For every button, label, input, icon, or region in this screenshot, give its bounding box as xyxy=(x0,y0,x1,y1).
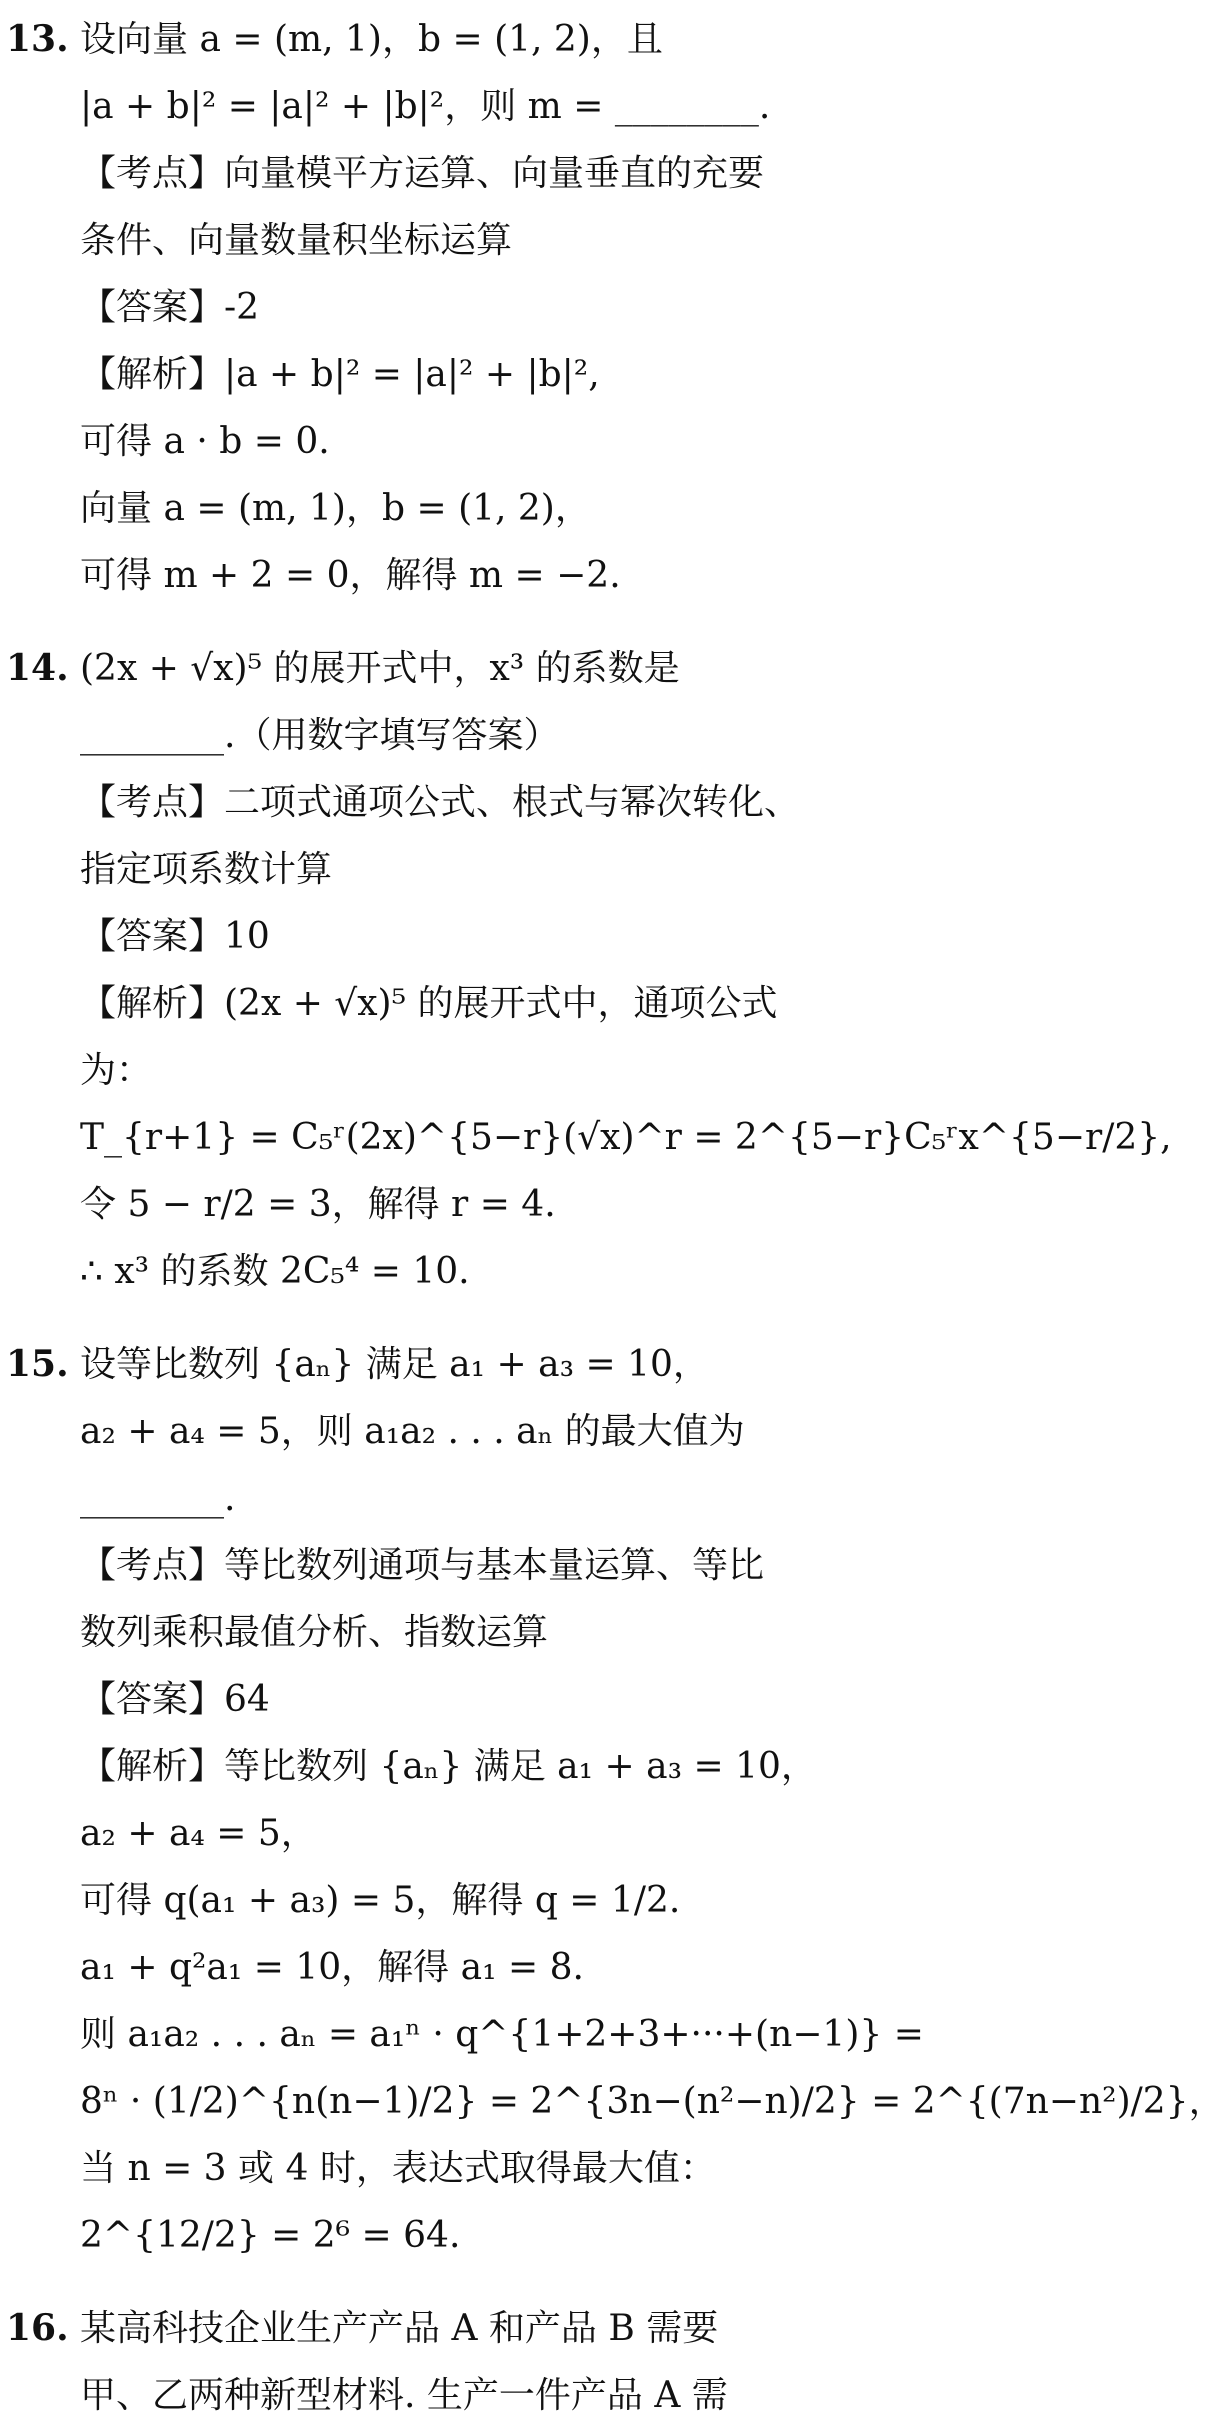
solution-line: 向量 a = (m, 1)，b = (1, 2)， xyxy=(80,488,591,529)
solution-line: a₁ + q²a₁ = 10，解得 a₁ = 8. xyxy=(80,1947,584,1988)
exam-point: 条件、向量数量积坐标运算 xyxy=(80,220,513,261)
solution-line: 【解析】|a + b|² = |a|² + |b|², xyxy=(80,354,600,395)
solution-line: 令 5 − r/2 = 3，解得 r = 4. xyxy=(80,1184,556,1225)
problem-13 xyxy=(0,6,881,609)
problem-number: 14. xyxy=(6,647,69,689)
solution-line: 【解析】等比数列 {aₙ} 满足 a₁ + a₃ = 10， xyxy=(80,1746,817,1787)
answer: 【答案】64 xyxy=(80,1679,270,1720)
solution-line: T_{r+1} = C₅ʳ(2x)^{5−r}(√x)^r = 2^{5−r}C₅ʳx^{5−r/2}, xyxy=(80,1117,1172,1158)
problem-line: 设等比数列 {aₙ} 满足 a₁ + a₃ = 10， xyxy=(80,1344,709,1385)
problem-15 xyxy=(0,1331,1225,2269)
solution-line: 2^{12/2} = 2⁶ = 64. xyxy=(80,2215,461,2256)
problem-line: |a + b|² = |a|² + |b|²，则 m = ________. xyxy=(80,86,771,127)
exam-point: 【考点】等比数列通项与基本量运算、等比 xyxy=(80,1545,765,1586)
solution-line: ∴ x³ 的系数 2C₅⁴ = 10. xyxy=(80,1251,470,1292)
problem-line: 某高科技企业生产产品 A 和产品 B 需要 xyxy=(80,2308,719,2349)
answer: 【答案】-2 xyxy=(80,287,260,328)
exam-point: 指定项系数计算 xyxy=(80,849,333,890)
problem-line: (2x + √x)⁵ 的展开式中，x³ 的系数是 xyxy=(80,648,680,689)
exam-point: 数列乘积最值分析、指数运算 xyxy=(80,1612,549,1653)
solution-line: 【解析】(2x + √x)⁵ 的展开式中，通项公式 xyxy=(80,983,778,1024)
problem-line: 设向量 a = (m, 1)，b = (1, 2)，且 xyxy=(80,19,663,60)
problem-number: 15. xyxy=(6,1343,69,1385)
problem-line: ________. xyxy=(80,1478,236,1519)
solution-line: 可得 m + 2 = 0，解得 m = −2. xyxy=(80,555,621,596)
exam-point: 【考点】向量模平方运算、向量垂直的充要 xyxy=(80,153,765,194)
solution-line: 当 n = 3 或 4 时，表达式取得最大值： xyxy=(80,2148,716,2189)
solution-line: 则 a₁a₂ . . . aₙ = a₁ⁿ · q^{1+2+3+···+(n−1)} = xyxy=(80,2014,924,2055)
problem-line: ________.（用数字填写答案） xyxy=(80,715,560,756)
solution-line: 8ⁿ · (1/2)^{n(n−1)/2} = 2^{3n−(n²−n)/2} = 2^{(7n−n²)/2}， xyxy=(80,2081,1225,2122)
answer: 【答案】10 xyxy=(80,916,270,957)
problem-16 xyxy=(0,2295,881,2429)
solution-line: 为： xyxy=(80,1050,153,1091)
exam-point: 【考点】二项式通项公式、根式与幂次转化、 xyxy=(80,782,801,823)
problem-line: 甲、乙两种新型材料. 生产一件产品 A 需 xyxy=(80,2375,728,2416)
problem-14 xyxy=(0,635,1172,1305)
problem-number: 16. xyxy=(6,2307,69,2349)
problem-number: 13. xyxy=(6,18,69,60)
problem-line: a₂ + a₄ = 5，则 a₁a₂ . . . aₙ 的最大值为 xyxy=(80,1411,745,1452)
solution-line: a₂ + a₄ = 5， xyxy=(80,1813,317,1854)
solution-line: 可得 q(a₁ + a₃) = 5，解得 q = 1/2. xyxy=(80,1880,681,1921)
solution-line: 可得 a · b = 0. xyxy=(80,421,330,462)
